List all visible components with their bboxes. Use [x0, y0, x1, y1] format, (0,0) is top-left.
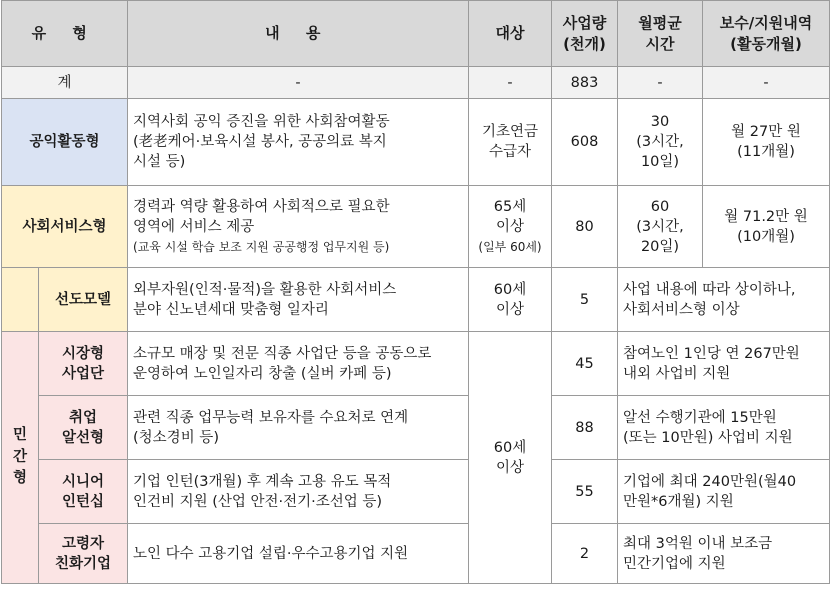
intern-volume: 55 — [552, 460, 618, 524]
intern-row — [2, 460, 830, 524]
social-content: 경력과 역량 활용하여 사회적으로 필요한 영역에 서비스 제공 (교육 시설 학습 보조 지원 공공행정 업무지원 등) — [128, 186, 469, 268]
header-content: 내 용 — [128, 1, 469, 67]
pilot-target: 60세 이상 — [469, 268, 552, 332]
senior-job-program-table — [1, 0, 830, 584]
header-pay: 보수/지원내역 (활동개월) — [703, 1, 830, 67]
total-pay: - — [703, 67, 830, 99]
placement-row — [2, 396, 830, 460]
intern-content: 기업 인턴(3개월) 후 계속 고용 유도 목적 인건비 지원 (산업 안전·전기·조선업 등) — [128, 460, 469, 524]
total-row — [2, 67, 830, 99]
market-row — [2, 332, 830, 396]
placement-pay: 알선 수행기관에 15만원 (또는 10만원) 사업비 지원 — [618, 396, 830, 460]
social-volume: 80 — [552, 186, 618, 268]
market-pay: 참여노인 1인당 연 267만원 내외 사업비 지원 — [618, 332, 830, 396]
friendly-row — [2, 524, 830, 584]
social-target: 65세 이상 (일부 60세) — [469, 186, 552, 268]
private-target: 60세 이상 — [469, 332, 552, 584]
placement-volume: 88 — [552, 396, 618, 460]
total-content: - — [128, 67, 469, 99]
social-pay: 월 71.2만 원 (10개월) — [703, 186, 830, 268]
placement-content: 관련 직종 업무능력 보유자를 수요처로 연계 (청소경비 등) — [128, 396, 469, 460]
friendly-content: 노인 다수 고용기업 설립·우수고용기업 지원 — [128, 524, 469, 584]
social-row — [2, 186, 830, 268]
header-type: 유 형 — [2, 1, 128, 67]
market-type: 시장형 사업단 — [39, 332, 128, 396]
header-hours: 월평균 시간 — [618, 1, 703, 67]
friendly-volume: 2 — [552, 524, 618, 584]
public-row — [2, 99, 830, 186]
total-target: - — [469, 67, 552, 99]
public-hours: 30 (3시간, 10일) — [618, 99, 703, 186]
social-hours: 60 (3시간, 20일) — [618, 186, 703, 268]
public-target: 기초연금 수급자 — [469, 99, 552, 186]
public-content: 지역사회 공익 증진을 위한 사회참여활동 (老老케어·보육시설 봉사, 공공의료 복지 시설 등) — [128, 99, 469, 186]
pilot-row — [2, 268, 830, 332]
public-type: 공익활동형 — [2, 99, 128, 186]
market-volume: 45 — [552, 332, 618, 396]
friendly-type: 고령자 친화기업 — [39, 524, 128, 584]
pilot-pay: 사업 내용에 따라 상이하나, 사회서비스형 이상 — [618, 268, 830, 332]
pilot-indent — [2, 268, 39, 332]
social-type: 사회서비스형 — [2, 186, 128, 268]
pilot-volume: 5 — [552, 268, 618, 332]
public-pay: 월 27만 원 (11개월) — [703, 99, 830, 186]
placement-type: 취업 알선형 — [39, 396, 128, 460]
header-target: 대상 — [469, 1, 552, 67]
pilot-type: 선도모델 — [39, 268, 128, 332]
pilot-content: 외부자원(인적·물적)을 활용한 사회서비스 분야 신노년세대 맞춤형 일자리 — [128, 268, 469, 332]
public-volume: 608 — [552, 99, 618, 186]
total-type: 계 — [2, 67, 128, 99]
private-group-label: 민 간 형 — [2, 332, 39, 584]
intern-type: 시니어 인턴십 — [39, 460, 128, 524]
header-volume: 사업량 (천개) — [552, 1, 618, 67]
total-hours: - — [618, 67, 703, 99]
intern-pay: 기업에 최대 240만원(월40 만원*6개월) 지원 — [618, 460, 830, 524]
friendly-pay: 최대 3억원 이내 보조금 민간기업에 지원 — [618, 524, 830, 584]
total-volume: 883 — [552, 67, 618, 99]
header-row — [2, 1, 830, 67]
market-content: 소규모 매장 및 전문 직종 사업단 등을 공동으로 운영하여 노인일자리 창출 (실버 카페 등) — [128, 332, 469, 396]
